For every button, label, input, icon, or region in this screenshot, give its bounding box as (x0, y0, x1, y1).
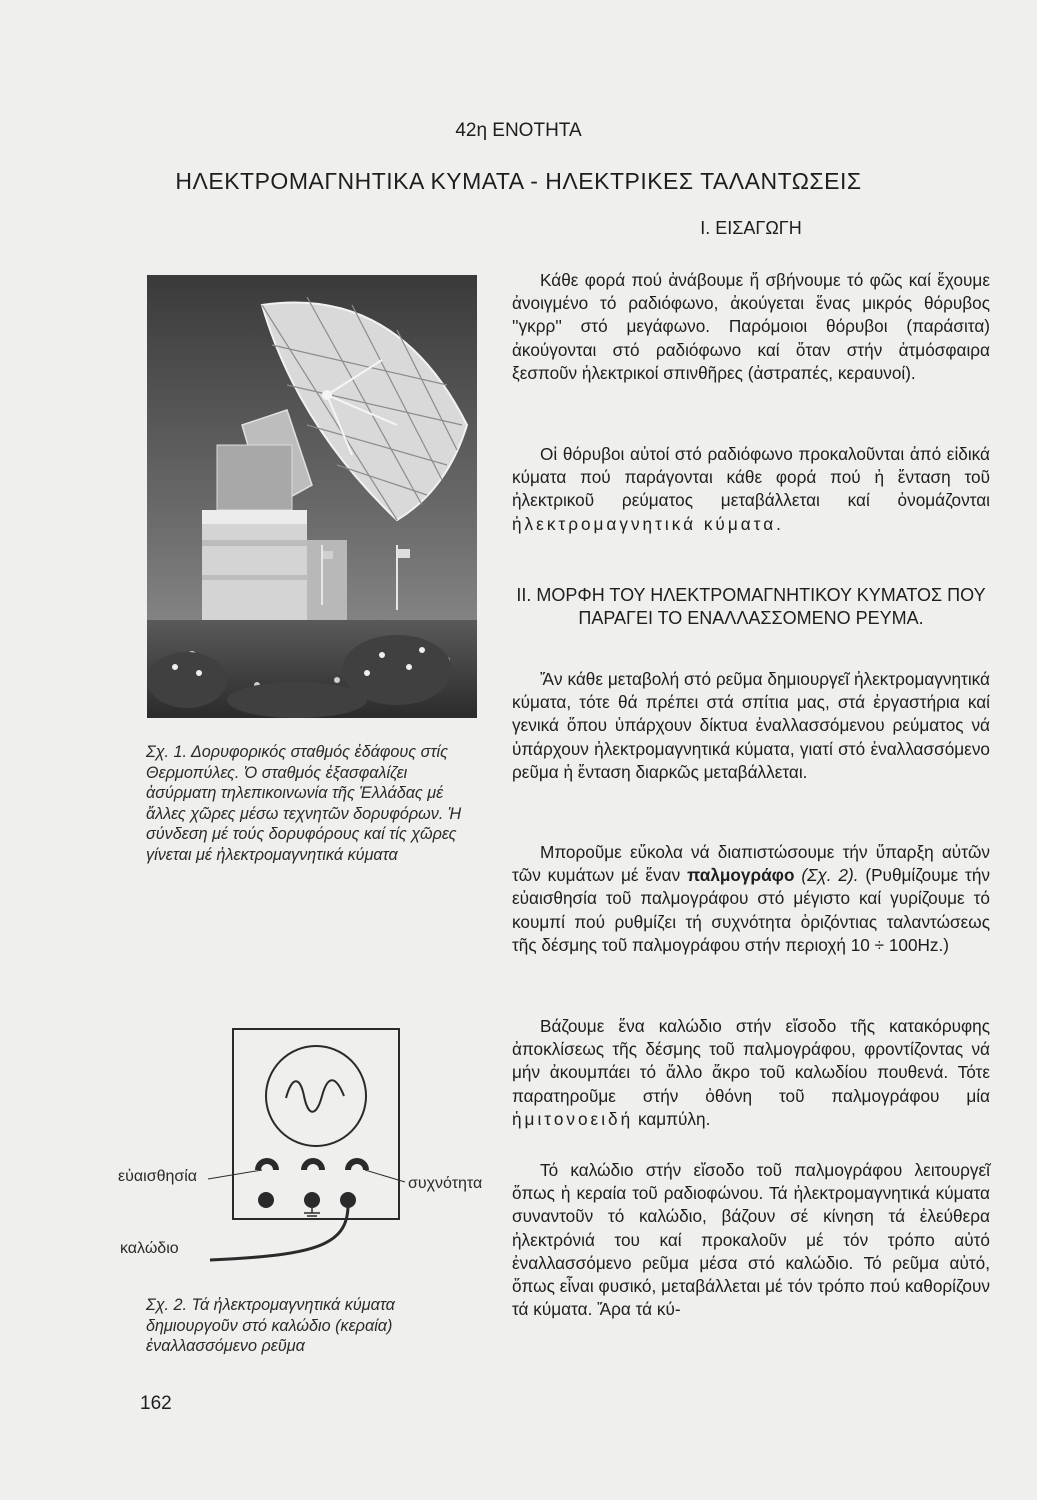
input-terminals-and-cable (200, 1185, 370, 1265)
cable-icon (210, 1200, 348, 1260)
sine-wave-icon (286, 1080, 344, 1112)
figure2-caption: Σχ. 2. Τά ἠλεκτρομαγνητικά κύματα δημιουργοῦν στό καλώδιο (κεραία) ἐναλλασσόμενο ρεῦμα (146, 1296, 395, 1355)
figure-ref: (Σχ. 2). (801, 865, 859, 886)
em-waves-term: ἠλεκτρομαγνητικά κύματα. (512, 513, 784, 534)
heading-introduction: Ι. ΕΙΣΑΓΩΓΗ (700, 218, 802, 238)
section2-p2b-text: (Ρυθμίζουμε τήν εὐαισθησία τοῦ παλμογράφου στό μέγιστο καί γυρίζουμε τό κουμπί πού ρυθμίζει τή συχνότητα ὁριζόντιας ταλαντώσεως τῆς δέσμης τοῦ παλμογράφου στήν περιοχή 10 ÷ 100Hz.) (512, 865, 990, 955)
label-leader-lines (200, 1160, 420, 1190)
section2-p1-text: Ἄν κάθε μεταβολή στό ρεῦμα δημιουργεῖ ἠλεκτρομαγνητικά κύματα, τότε θά πρέπει στά σπίτια μας, στά ἐργαστήρια καί γενικά ὅπου ὑπάρχουν δίκτυα ἐναλλασσόμενου ρεύματος νά ὑπάρχουν ἠλεκτρομαγνητικά κύματα, γιατί στό ἐναλλασσόμενο ρεῦμα ἡ ἔνταση διαρκῶς μεταβάλλεται. (512, 669, 990, 782)
figure1-caption: Σχ. 1. Δορυφορικός σταθμός ἐδάφους στίς Θερμοπύλες. Ὁ σταθμός ἐξασφαλίζει ἀσύρματη τηλεπικοινωνία τῆς Ἑλλάδας μέ ἄλλες χῶρες μέσω τεχνητῶν δορυφόρων. Ἡ σύνδεση μέ τούς δορυφόρους καί τίς χῶρες γίνεται μέ ἠλεκτρομαγνητικά κύματα (146, 743, 462, 864)
section2-paragraph-3 (512, 1015, 990, 1131)
intro-paragraph-1 (512, 269, 990, 385)
label-sensitivity: εὐαισθησία (118, 1168, 198, 1185)
intro-p1-text: Κάθε φορά πού ἀνάβουμε ἤ σβήνουμε τό φῶς καί ἔχουμε ἀνοιγμένο τό ραδιόφωνο, ἀκούγεται ἕνας μικρός θόρυβος ''γκρρ'' στό μεγάφωνο. Παρόμοιοι θόρυβοι (παράσιτα) ἀκούγονται στό ραδιόφωνο καί ὅταν στήν ἀτμόσφαιρα ξεσποῦν ἠλεκτρικοί σπινθῆρες (ἀστραπές, κεραυνοί). (512, 270, 990, 383)
satellite-station-photo (147, 275, 477, 718)
label-cable: καλώδιο (120, 1240, 179, 1257)
heading-section-2: ΙΙ. ΜΟΡΦΗ ΤΟΥ ΗΛΕΚΤΡΟΜΑΓΝΗΤΙΚΟΥ ΚΥΜΑΤΟΣ ΠΟΥ ΠΑΡΑΓΕΙ ΤΟ ΕΝΑΛΛΑΣΣΟΜΕΝΟ ΡΕΥΜΑ. (516, 585, 986, 628)
sinusoidal-term: ἡμιτονοειδή (512, 1108, 634, 1129)
oscilloscope-term: παλμογράφο (687, 865, 795, 886)
terminal-left-icon (258, 1192, 274, 1208)
section-title: 42η ΕΝΟΤΗΤΑ (455, 120, 582, 141)
section2-paragraph-4 (512, 1159, 990, 1321)
section2-p2a-text: Μποροῦμε εὔκολα νά διαπιστώσουμε τήν ὕπαρξη αὐτῶν τῶν κυμάτων μέ ἕναν (512, 842, 990, 886)
section2-paragraph-1 (512, 668, 990, 784)
terminal-ground-icon (304, 1192, 320, 1208)
section2-p3b-text: καμπύλη. (637, 1108, 711, 1129)
section2-paragraph-2 (512, 841, 990, 957)
chapter-title: ΗΛΕΚΤΡΟΜΑΓΝΗΤΙΚΑ ΚΥΜΑΤΑ - ΗΛΕΚΤΡΙΚΕΣ ΤΑΛΑΝΤΩΣΕΙΣ (175, 168, 862, 194)
intro-p2-text: Οἱ θόρυβοι αὐτοί στό ραδιόφωνο προκαλοῦνται ἀπό εἰδικά κύματα πού παράγονται κάθε φορά πού ἡ ἔνταση τοῦ ἠλεκτρικοῦ ρεύματος μεταβάλλεται καί ὀνομάζονται (512, 444, 990, 511)
section2-p4-text: Τό καλώδιο στήν εἴσοδο τοῦ παλμογράφου λειτουργεῖ ὅπως ἡ κεραία τοῦ ραδιοφώνου. Τά ἠλεκτρομαγνητικά κύματα συναντοῦν τό καλώδιο, βάζουν σέ κίνηση τά ἐλεύθερα ἠλεκτρόνιά του καί προκαλοῦν μέ τόν τρόπο αὐτό ἐναλλασσόμενο ρεῦμα μέσα στό καλώδιο. Τό ρεῦμα αὐτό, ὅπως εἶναι φυσικό, μεταβάλλεται μέ τόν τρόπο πού καθορίζουν τά κύματα. Ἄρα τά κύ- (512, 1160, 990, 1320)
section2-p3a-text: Βάζουμε ἕνα καλώδιο στήν εἴσοδο τῆς κατακόρυφης ἀποκλίσεως τῆς δέσμης τοῦ παλμογράφου, φροντίζοντας νά μήν ἀκουμπάει τό ἄλλο ἄκρο τοῦ καλωδίου πουθενά. Τότε παρατηροῦμε στήν ὀθόνη τοῦ παλμογράφου μία (512, 1016, 990, 1106)
intro-paragraph-2 (512, 443, 990, 536)
page-number: 162 (140, 1393, 172, 1414)
label-frequency: συχνότητα (408, 1175, 483, 1192)
